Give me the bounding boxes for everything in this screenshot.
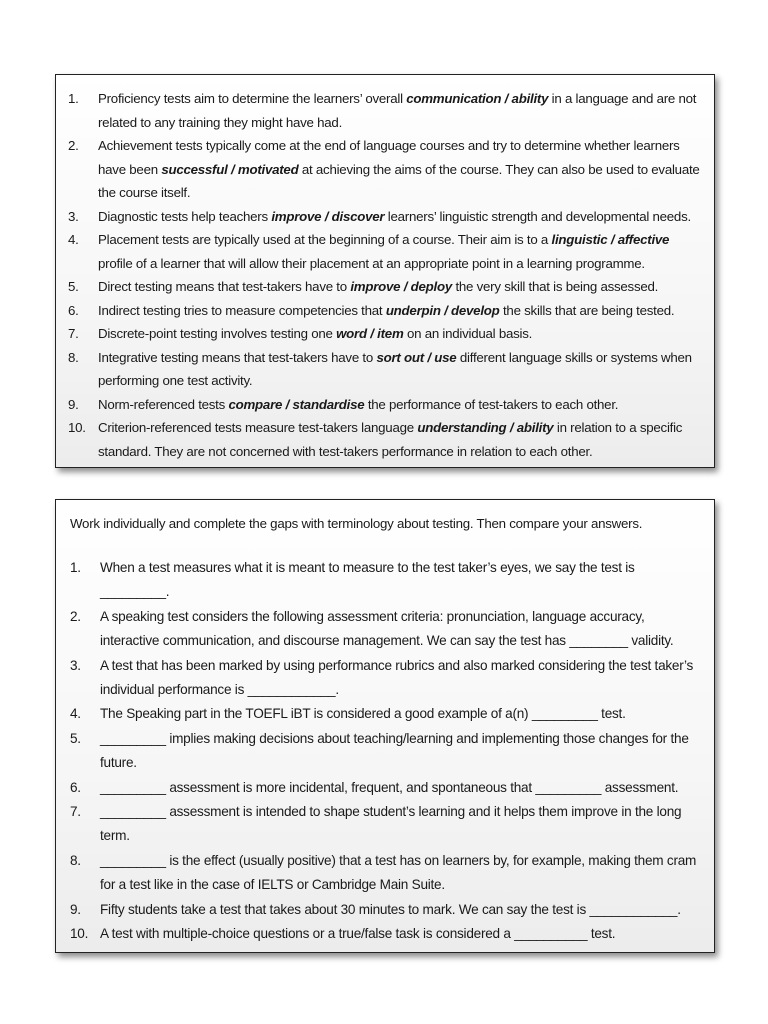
statement-text: in a language and are not related to any training they might have had. [98, 91, 697, 130]
gap-fill-item [70, 702, 702, 726]
statement-text: on an individual basis. [403, 326, 533, 341]
statement-text: the performance of test-takers to each other. [364, 396, 619, 412]
word-choice: sort out / use [376, 349, 457, 365]
gap-fill-item [70, 654, 702, 703]
statement-item [68, 228, 702, 275]
word-choice: linguistic / affective [551, 232, 670, 247]
gap-fill-exercise-box [55, 499, 715, 953]
gap-fill-item [70, 727, 702, 776]
statement-text: Integrative testing means that test-takers have to [98, 349, 377, 365]
gap-fill-text: _________ assessment is intended to shape student’s learning and it helps them improve in the long term. [100, 804, 682, 844]
statement-text: Direct testing means that test-takers have to [98, 279, 351, 294]
word-choice: understanding / ability [417, 420, 554, 435]
item-number: 2. [68, 138, 79, 153]
word-choice: compare / standardise [228, 396, 365, 412]
item-number: 5. [68, 279, 79, 294]
gap-fill-text: Fifty students take a test that takes about 30 minutes to mark. We can say the test is ____________. [100, 901, 681, 917]
item-number: 7. [70, 804, 81, 820]
statement-text: the very skill that is being assessed. [452, 279, 659, 294]
statement-text: Discrete-point testing involves testing one [98, 326, 337, 341]
exercise-instructions: Work individually and complete the gaps with terminology about testing. Then compare your answers. [70, 516, 643, 531]
statement-item [68, 87, 702, 134]
gap-fill-text: A test that has been marked by using performance rubrics and also marked considering the test taker’s individual performance is ____________. [100, 657, 694, 698]
item-number: 4. [70, 706, 81, 722]
statement-text: different language skills or systems when performing one test activity. [98, 349, 692, 388]
statement-item [68, 322, 702, 346]
statement-text: Criterion-referenced tests measure test-takers language [98, 420, 418, 435]
item-number: 4. [68, 232, 79, 247]
item-number: 1. [70, 560, 81, 575]
item-number: 2. [70, 608, 81, 624]
word-choice: improve / deploy [350, 279, 453, 294]
item-number: 5. [70, 730, 81, 746]
statement-text: Achievement tests typically come at the end of language courses and try to determine whether learners have been [98, 138, 680, 177]
item-number: 9. [70, 901, 81, 917]
statement-item [68, 205, 702, 229]
gap-fill-text: A test with multiple-choice questions or a true/false task is considered a __________ test. [100, 926, 616, 942]
gap-fill-item [70, 922, 702, 946]
statement-text: learners’ linguistic strength and developmental needs. [384, 208, 691, 224]
testing-types-statements-box [55, 74, 715, 468]
item-number: 3. [70, 657, 81, 673]
statement-text: Diagnostic tests help teachers [98, 208, 272, 224]
statement-text: profile of a learner that will allow their placement at an appropriate point in a learning programme. [98, 255, 645, 271]
gap-fill-text: _________ implies making decisions about teaching/learning and implementing those changes for the future. [100, 730, 689, 771]
statement-item [68, 346, 702, 393]
statement-item [68, 275, 702, 299]
gap-fill-item [70, 800, 702, 849]
item-number: 8. [70, 852, 81, 868]
statement-text: Norm-referenced tests [98, 396, 229, 412]
statement-item [68, 416, 702, 463]
gap-fill-item [70, 776, 702, 800]
item-number: 7. [68, 326, 79, 341]
gap-fill-text: A speaking test considers the following assessment criteria: pronunciation, language accuracy, interactive communication, and discourse management. We can say the test has ________ validity. [100, 608, 674, 649]
gap-fill-text: _________ assessment is more incidental, frequent, and spontaneous that _________ assessment. [100, 779, 679, 795]
item-number: 6. [68, 302, 79, 318]
statement-item [68, 393, 702, 417]
gap-fill-item [70, 556, 702, 605]
item-number: 3. [68, 208, 79, 224]
gap-fill-list [70, 556, 702, 947]
statements-list [68, 87, 702, 463]
statement-item [68, 299, 702, 323]
statement-text: Indirect testing tries to measure competencies that [98, 302, 386, 318]
gap-fill-text: _________ is the effect (usually positive) that a test has on learners by, for example, making them cram for a test like in the case of IELTS or Cambridge Main Suite. [100, 852, 697, 893]
statement-text: in relation to a specific standard. They are not concerned with test-takers performance in relation to each other. [98, 420, 683, 459]
item-number: 10. [68, 420, 86, 435]
gap-fill-text: When a test measures what it is meant to measure to the test taker’s eyes, we say the test is _________. [100, 560, 635, 600]
gap-fill-text: The Speaking part in the TOEFL iBT is considered a good example of a(n) _________ test. [100, 706, 626, 722]
gap-fill-item [70, 898, 702, 922]
item-number: 8. [68, 349, 79, 365]
word-choice: word / item [336, 326, 404, 341]
item-number: 9. [68, 396, 79, 412]
word-choice: improve / discover [271, 208, 385, 224]
word-choice: communication / ability [406, 91, 549, 106]
statement-item [68, 134, 702, 205]
word-choice: successful / motivated [161, 161, 299, 177]
statement-text: Placement tests are typically used at the beginning of a course. Their aim is to a [98, 232, 552, 247]
word-choice: underpin / develop [385, 302, 500, 318]
gap-fill-item [70, 849, 702, 898]
statement-text: the skills that are being tested. [499, 302, 675, 318]
item-number: 6. [70, 779, 81, 795]
statement-text: Proficiency tests aim to determine the learners’ overall [98, 91, 407, 106]
gap-fill-item [70, 605, 702, 654]
item-number: 10. [70, 926, 89, 942]
statement-text: at achieving the aims of the course. They can also be used to evaluate the course itself. [98, 161, 700, 200]
item-number: 1. [68, 91, 79, 106]
